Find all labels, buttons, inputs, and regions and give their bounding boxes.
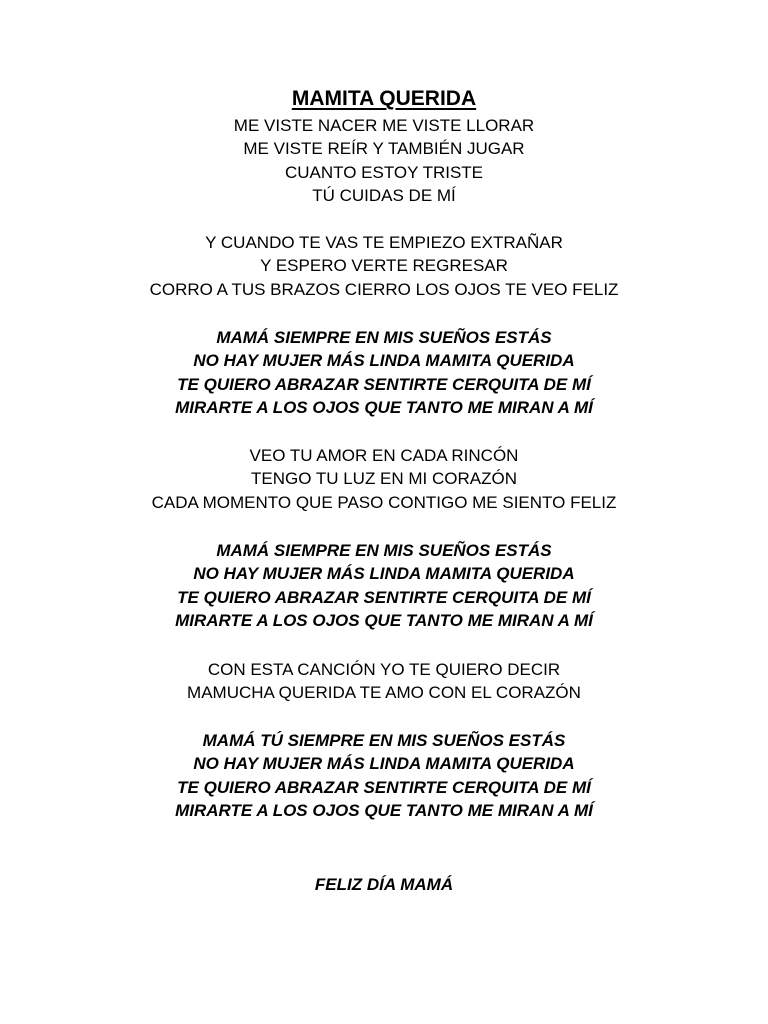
chorus-1 — [0, 326, 768, 419]
lyric-line: CON ESTA CANCIÓN YO TE QUIERO DECIR — [207, 660, 561, 679]
lyric-line: CADA MOMENTO QUE PASO CONTIGO ME SIENTO FELIZ — [151, 492, 617, 512]
lyric-line: CUANTO ESTOY TRISTE — [284, 162, 484, 182]
chorus-line: MAMÁ SIEMPRE EN MIS SUEÑOS ESTÁS — [216, 328, 552, 347]
lyric-line: ME VISTE NACER ME VISTE LLORAR — [233, 116, 535, 135]
song-title: MAMITA QUERIDA — [291, 87, 477, 110]
chorus-line: MAMÁ SIEMPRE EN MIS SUEÑOS ESTÁS — [216, 541, 552, 560]
lyric-line: Y ESPERO VERTE REGRESAR — [260, 256, 508, 276]
lyric-line: TÚ CUIDAS DE MÍ — [312, 185, 456, 205]
lyric-line: ME VISTE REÍR Y TAMBIÉN JUGAR — [243, 139, 525, 159]
verse-1 — [0, 114, 768, 207]
chorus-line: NO HAY MUJER MÁS LINDA MAMITA QUERIDA — [193, 351, 575, 371]
chorus-line: TE QUIERO ABRAZAR SENTIRTE CERQUITA DE MÍ — [177, 374, 591, 394]
chorus-line: NO HAY MUJER MÁS LINDA MAMITA QUERIDA — [193, 564, 575, 584]
chorus-line: MIRARTE A LOS OJOS QUE TANTO ME MIRAN A MÍ — [175, 397, 593, 417]
lyric-line: Y CUANDO TE VAS TE EMPIEZO EXTRAÑAR — [205, 233, 563, 252]
lyric-line: VEO TU AMOR EN CADA RINCÓN — [249, 446, 519, 465]
chorus-line: TE QUIERO ABRAZAR SENTIRTE CERQUITA DE MÍ — [177, 777, 591, 797]
verse-2 — [0, 231, 768, 301]
lyric-line: MAMUCHA QUERIDA TE AMO CON EL CORAZÓN — [187, 683, 581, 703]
lyric-line: TENGO TU LUZ EN MI CORAZÓN — [250, 469, 518, 489]
chorus-3 — [0, 729, 768, 822]
verse-4 — [0, 658, 768, 705]
chorus-line: MIRARTE A LOS OJOS QUE TANTO ME MIRAN A MÍ — [175, 800, 593, 820]
chorus-line: NO HAY MUJER MÁS LINDA MAMITA QUERIDA — [193, 754, 575, 774]
chorus-line: TE QUIERO ABRAZAR SENTIRTE CERQUITA DE MÍ — [177, 587, 591, 607]
lyric-line: CORRO A TUS BRAZOS CIERRO LOS OJOS TE VEO FELIZ — [149, 279, 619, 299]
verse-3 — [0, 444, 768, 514]
closing-line: FELIZ DÍA MAMÁ — [314, 875, 454, 894]
chorus-2 — [0, 539, 768, 632]
chorus-line: MIRARTE A LOS OJOS QUE TANTO ME MIRAN A MÍ — [175, 610, 593, 630]
chorus-line: MAMÁ TÚ SIEMPRE EN MIS SUEÑOS ESTÁS — [202, 731, 566, 750]
